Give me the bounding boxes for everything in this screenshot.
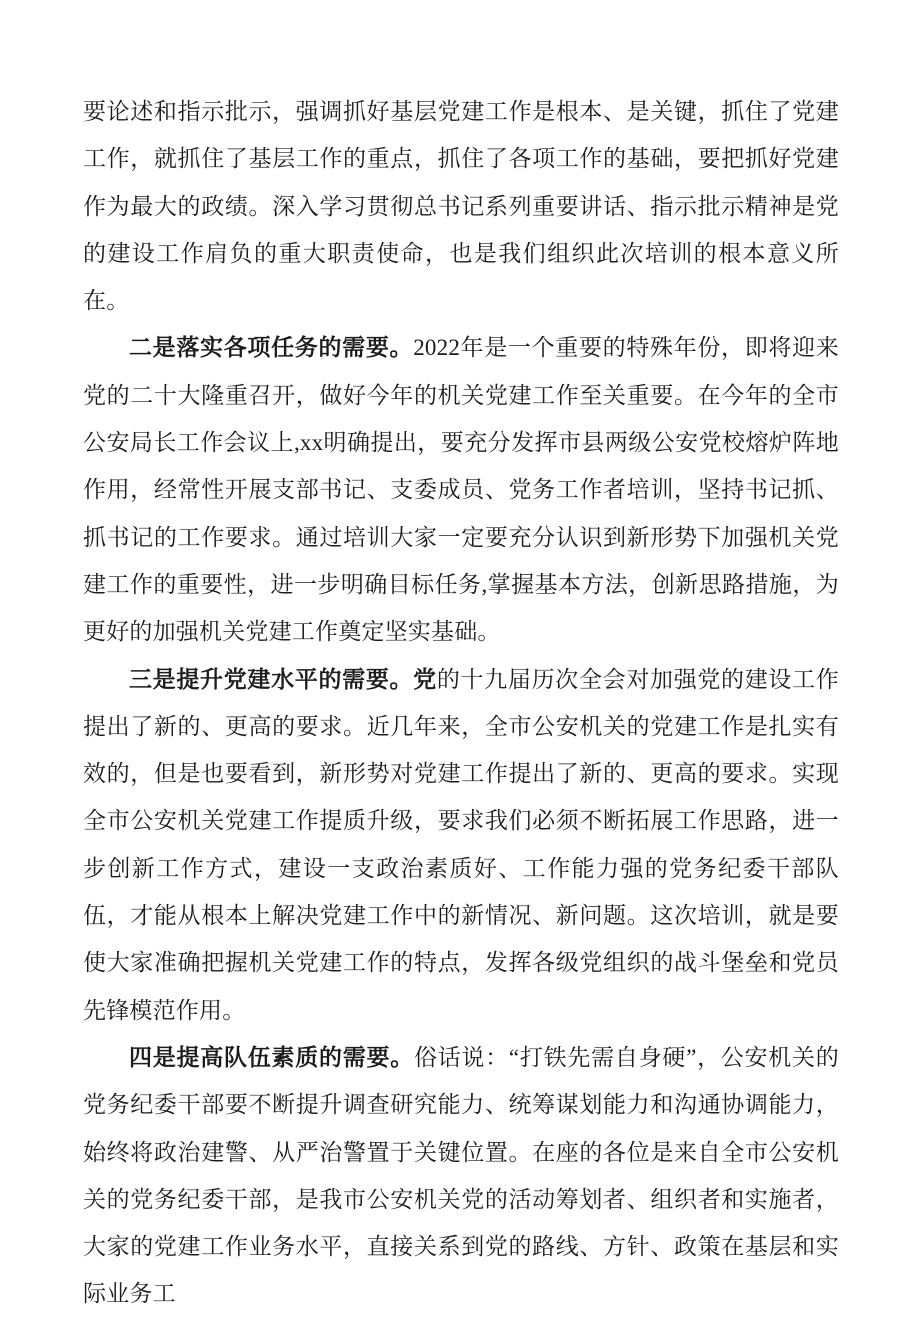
paragraph-2-lead: 二是落实各项任务的需要。 <box>129 335 414 361</box>
document-body <box>83 88 839 1318</box>
paragraph-1 <box>83 88 839 324</box>
paragraph-3 <box>83 656 839 1034</box>
paragraph-2 <box>83 324 839 655</box>
paragraph-4-lead: 四是提高队伍素质的需要。 <box>129 1044 414 1070</box>
paragraph-4-text: 俗话说：“打铁先需自身硬”，公安机关的党务纪委干部要不断提升调查研究能力、统筹谋划能力和沟通协调能力，始终将政治建警、从严治警置于关键位置。在座的各位是来自全市公安机关的党务纪委干部，是我市公安机关党的活动筹划者、组织者和实施者，大家的党建工作业务水平，直接关系到党的路线、方针、政策在基层和实际业务工 <box>83 1044 839 1307</box>
paragraph-4 <box>83 1034 839 1318</box>
paragraph-1-text: 要论述和指示批示，强调抓好基层党建工作是根本、是关键，抓住了党建工作，就抓住了基层工作的重点，抓住了各项工作的基础，要把抓好党建作为最大的政绩。深入学习贯彻总书记系列重要讲话、指示批示精神是党的建设工作肩负的重大职责使命，也是我们组织此次培训的根本意义所在。 <box>83 99 839 314</box>
paragraph-3-lead: 三是提升党建水平的需要。党 <box>129 666 437 692</box>
paragraph-3-text: 的十九届历次全会对加强党的建设工作提出了新的、更高的要求。近几年来，全市公安机关的党建工作是扎实有效的，但是也要看到，新形势对党建工作提出了新的、更高的要求。实现全市公安机关党建工作提质升级，要求我们必须不断拓展工作思路，进一步创新工作方式，建设一支政治素质好、工作能力强的党务纪委干部队伍，才能从根本上解决党建工作中的新情况、新问题。这次培训，就是要使大家准确把握机关党建工作的特点，发挥各级党组织的战斗堡垒和党员先锋模范作用。 <box>83 666 839 1023</box>
paragraph-2-text: 2022年是一个重要的特殊年份，即将迎来党的二十大隆重召开，做好今年的机关党建工作至关重要。在今年的全市公安局长工作会议上,xx明确提出，要充分发挥市县两级公安党校熔炉阵地作用，经常性开展支部书记、支委成员、党务工作者培训，坚持书记抓、抓书记的工作要求。通过培训大家一定要充分认识到新形势下加强机关党建工作的重要性，进一步明确目标任务,掌握基本方法，创新思路措施，为更好的加强机关党建工作奠定坚实基础。 <box>83 335 840 645</box>
